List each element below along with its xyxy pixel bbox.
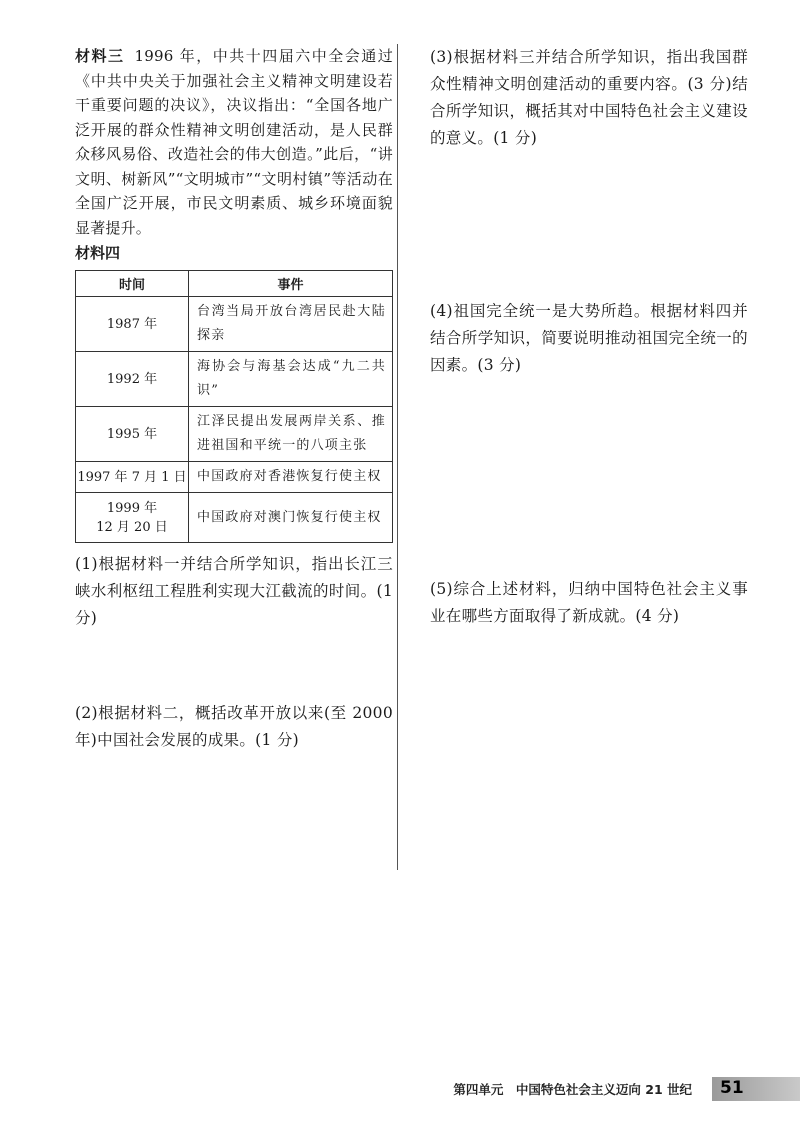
cell-event: 中国政府对澳门恢复行使主权 (189, 493, 393, 543)
page-footer (0, 1077, 800, 1101)
cell-event: 海协会与海基会达成“九二共识” (189, 352, 393, 407)
table-row (76, 407, 393, 462)
table-row (76, 493, 393, 543)
material-three (75, 44, 393, 240)
question-3: (3)根据材料三并结合所学知识，指出我国群众性精神文明创建活动的重要内容。(3 分)结合所学知识，概括其对中国特色社会主义建设的意义。(1 分) (430, 48, 748, 147)
header-time: 时间 (76, 271, 189, 297)
material-three-label: 材料三 (75, 47, 125, 65)
cell-time: 1995 年 (76, 407, 189, 462)
left-column (75, 44, 393, 632)
cell-time: 1992 年 (76, 352, 189, 407)
question-2: (2)根据材料二，概括改革开放以来(至 2000 年)中国社会发展的成果。(1 分) (75, 704, 393, 749)
events-table (75, 270, 393, 543)
header-event: 事件 (189, 271, 393, 297)
cell-event: 江泽民提出发展两岸关系、推进祖国和平统一的八项主张 (189, 407, 393, 462)
table-row (76, 352, 393, 407)
material-three-text: 1996 年，中共十四届六中全会通过《中共中央关于加强社会主义精神文明建设若干重要问题的决议》，决议指出：“全国各地广泛开展的群众性精神文明创建活动，是人民群众移风易俗、改造社会的伟大创造。”此后，“讲文明、树新风”“文明城市”“文明村镇”等活动在全国广泛开展，市民文明素质、城乡环境面貌显著提升。 (75, 47, 393, 237)
question-1: (1)根据材料一并结合所学知识，指出长江三峡水利枢纽工程胜利实现大江截流的时间。(1 分) (75, 555, 393, 627)
table-header-row (76, 271, 393, 297)
unit-title: 第四单元 中国特色社会主义迈向 21 世纪 (453, 1082, 692, 1097)
right-column (430, 44, 748, 152)
cell-time: 1997 年 7 月 1 日 (76, 462, 189, 493)
column-divider (397, 44, 398, 870)
cell-time: 1987 年 (76, 297, 189, 352)
cell-event: 台湾当局开放台湾居民赴大陆探亲 (189, 297, 393, 352)
page-number: 51 (720, 1078, 744, 1098)
cell-time-line2: 12 月 20 日 (96, 519, 168, 535)
cell-time (76, 493, 189, 543)
cell-time-line1: 1999 年 (106, 500, 158, 516)
table-row (76, 462, 393, 493)
cell-event: 中国政府对香港恢复行使主权 (189, 462, 393, 493)
question-4: (4)祖国完全统一是大势所趋。根据材料四并结合所学知识，简要说明推动祖国完全统一的因素。(3 分) (430, 302, 748, 374)
question-5: (5)综合上述材料，归纳中国特色社会主义事业在哪些方面取得了新成就。(4 分) (430, 580, 748, 625)
table-row (76, 297, 393, 352)
material-four-label: 材料四 (75, 244, 121, 262)
